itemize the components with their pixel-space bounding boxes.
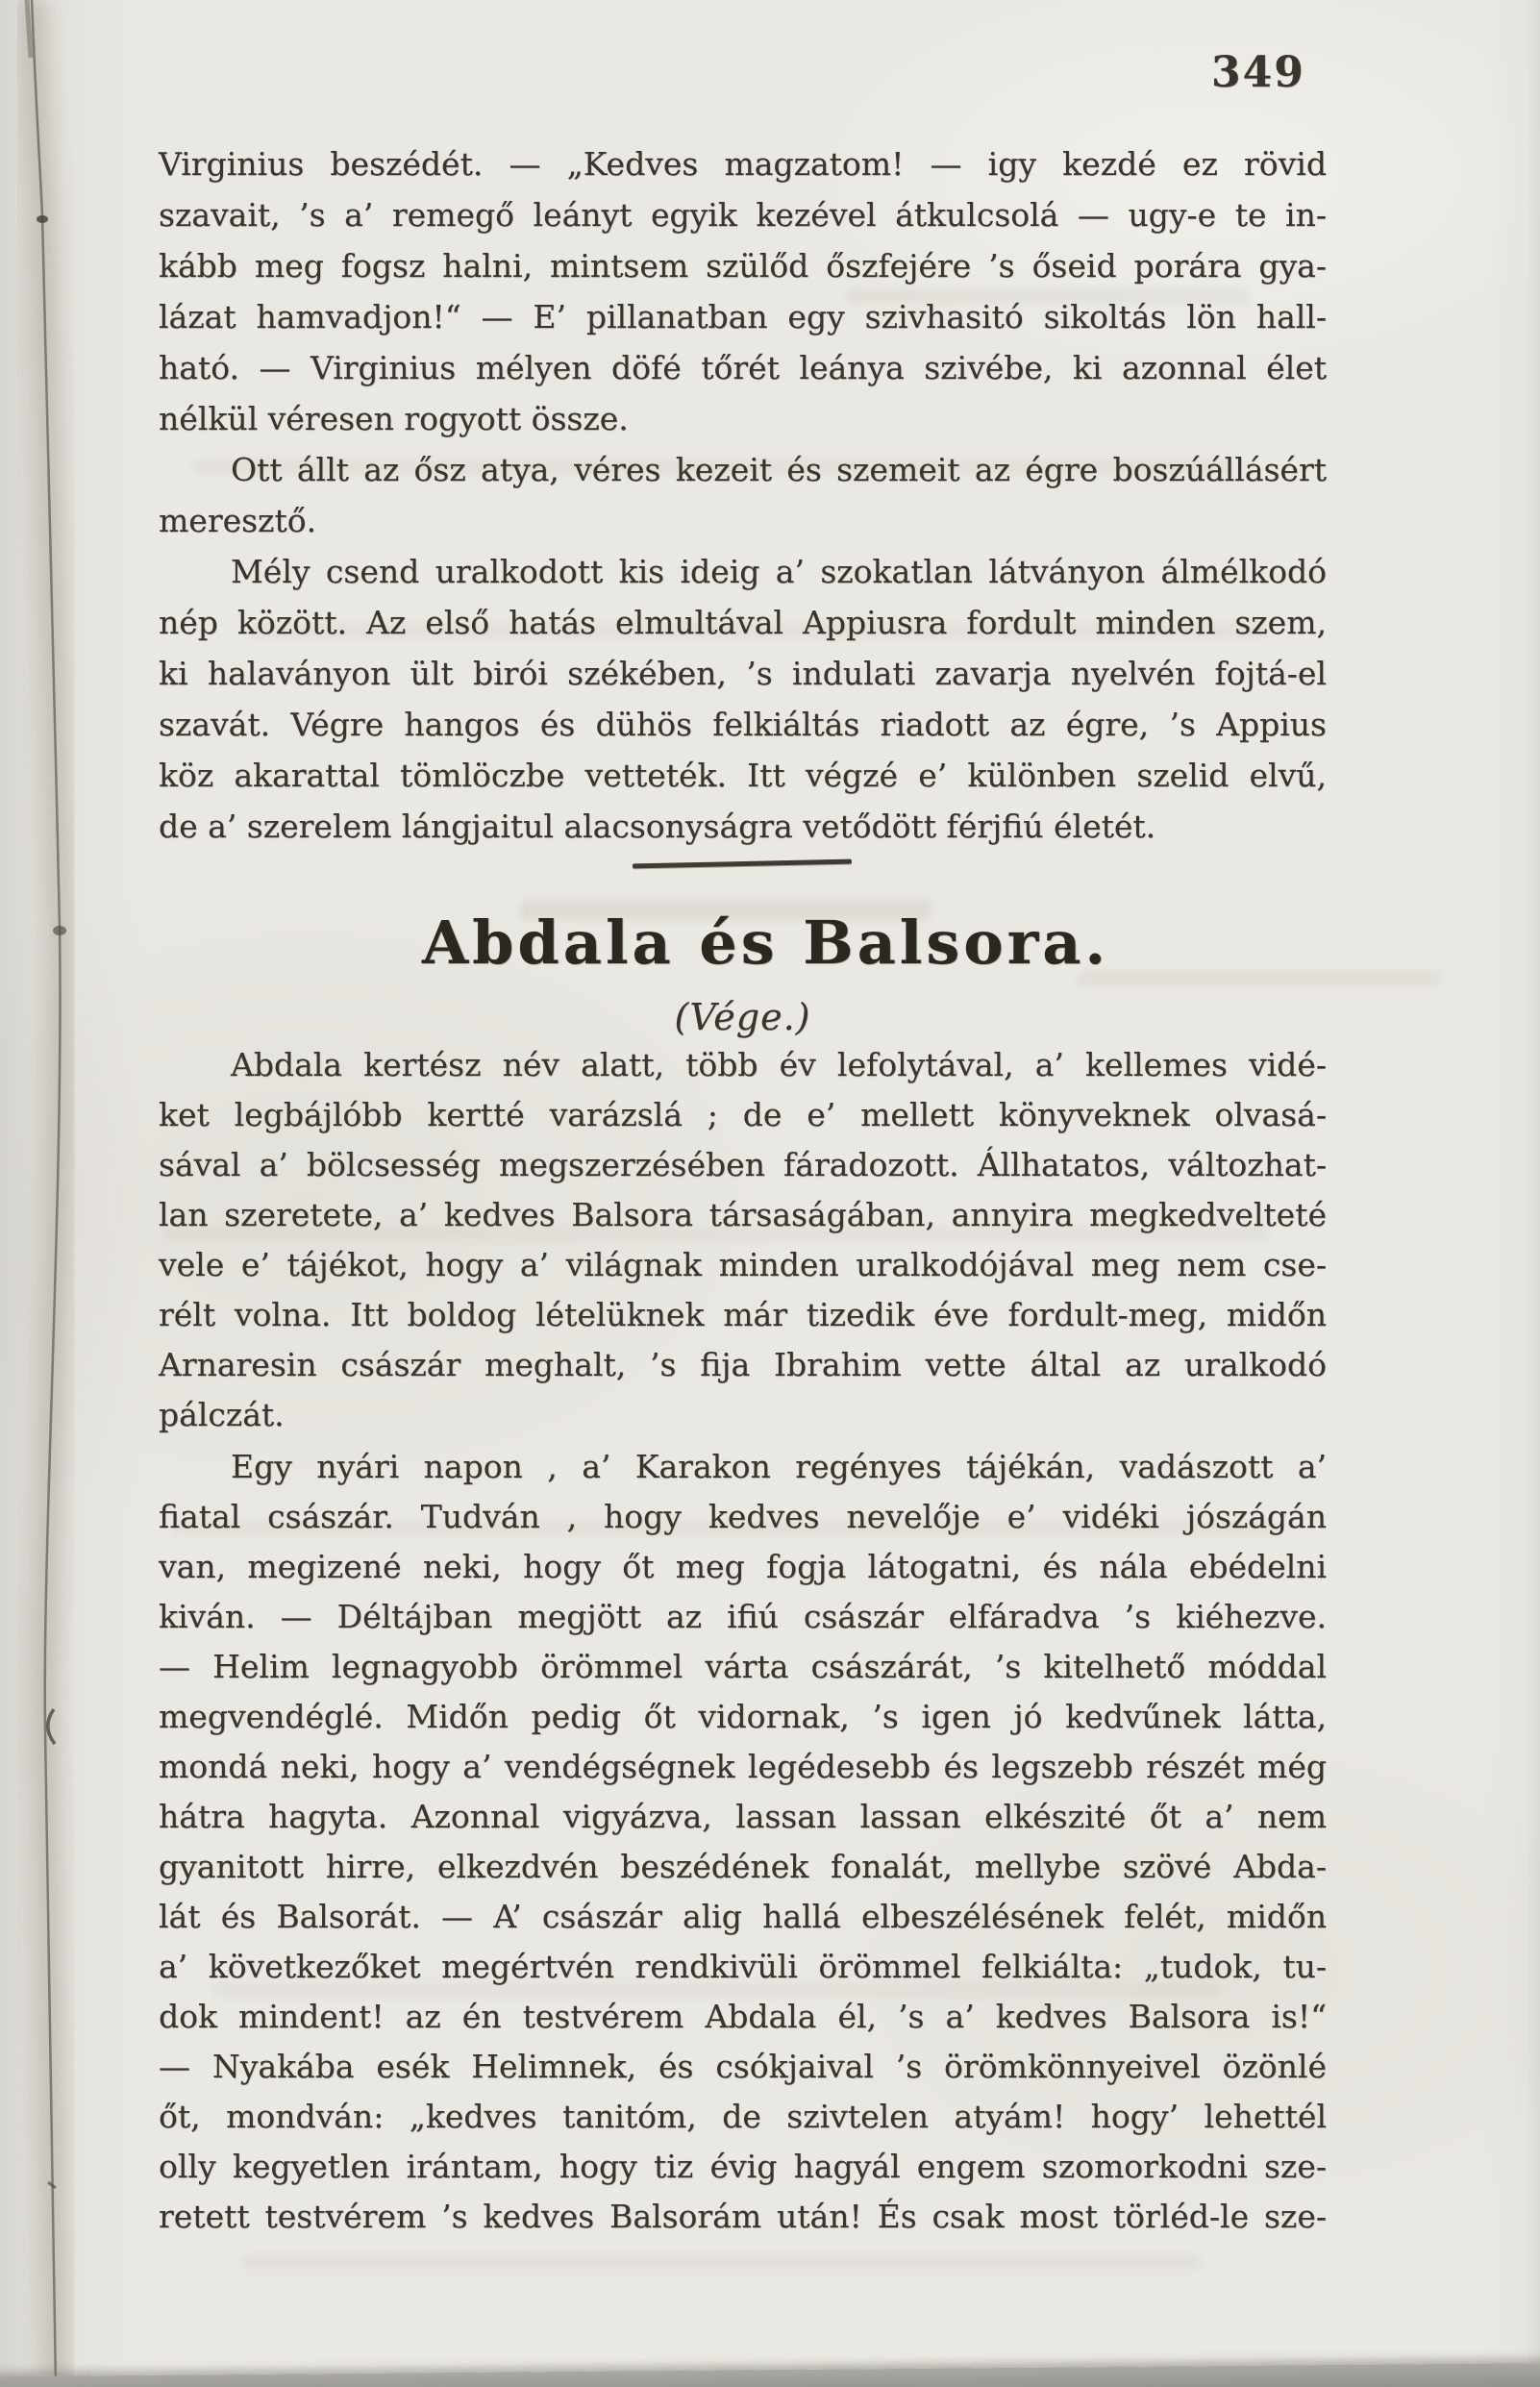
text-line: lan szeretete, a’ kedves Balsora társaságában, annyira megkedvelteté: [159, 1196, 1327, 1233]
text-line: Virginius beszédét. — „Kedves magzatom! — igy kezdé ez rövid: [159, 145, 1327, 183]
text-line: dok mindent! az én testvérem Abdala él, ’s a’ kedves Balsora is!“: [159, 1998, 1327, 2035]
text-line: van, megizené neki, hogy őt meg fogja látogatni, és nála ebédelni: [159, 1548, 1327, 1585]
text-line: szavát. Végre hangos és dühös felkiáltás riadott az égre, ’s Appius: [159, 706, 1327, 743]
text-line: mondá neki, hogy a’ vendégségnek legédesebb és legszebb részét még: [159, 1748, 1327, 1785]
paragraph-virginius-speech: [159, 138, 1327, 444]
section-divider: [633, 859, 852, 869]
text-line: olly kegyetlen irántam, hogy tiz évig hagyál engem szomorkodni sze-: [159, 2148, 1327, 2185]
bleedthrough-smudge: [240, 2254, 1202, 2270]
text-line: Arnaresin császár meghalt, ’s fija Ibrahim vette által az uralkodó: [159, 1346, 1327, 1383]
text-line: ki halaványon ült birói székében, ’s indulati zavarja nyelvén fojtá-el: [159, 655, 1327, 692]
page-number: 349: [1211, 48, 1305, 97]
text-line: hátra hagyta. Azonnal vigyázva, lassan lassan elkészité őt a’ nem: [159, 1798, 1327, 1835]
text-line: nélkül véresen rogyott össze.: [159, 400, 629, 437]
page-bottom-edge: [0, 2363, 1540, 2387]
text-line: sával a’ bölcsesség megszerzésében fáradozott. Állhatatos, változhat-: [159, 1146, 1327, 1183]
text-line: a’ következőket megértvén rendkivüli örömmel felkiálta: „tudok, tu-: [159, 1948, 1327, 1985]
text-line: kább meg fogsz halni, mintsem szülőd őszfejére ’s őseid porára gya-: [159, 247, 1327, 285]
text-line: nép között. Az első hatás elmultával Appiusra fordult minden szem,: [159, 604, 1327, 641]
text-line: retett testvérem ’s kedves Balsorám után! És csak most törléd-le sze-: [159, 2198, 1327, 2235]
text-line: Abdala kertész név alatt, több év lefolytával, a’ kellemes vidé-: [231, 1046, 1327, 1083]
text-line: megvendéglé. Midőn pedig őt vidornak, ’s igen jó kedvűnek látta,: [159, 1698, 1327, 1735]
text-line: őt, mondván: „kedves tanitóm, de szivtelen atyám! hogy’ lehettél: [159, 2098, 1327, 2135]
paragraph-summer-day: [159, 1442, 1327, 2242]
text-line: meresztő.: [159, 502, 317, 539]
section-title: Abdala és Balsora.: [421, 908, 1110, 978]
text-line: Egy nyári napon , a’ Karakon regényes tájékán, vadászott a’: [231, 1448, 1327, 1485]
section-subtitle: (Vége.): [674, 996, 811, 1038]
text-line: szavait, ’s a’ remegő leányt egyik kezével átkulcsolá — ugy-e te in-: [159, 196, 1327, 234]
text-line: köz akarattal tömlöczbe vetteték. Itt végzé e’ különben szelid elvű,: [159, 757, 1327, 794]
text-line: — Helim legnagyobb örömmel várta császárát, ’s kitelhető móddal: [159, 1648, 1327, 1685]
text-line: Ott állt az ősz atya, véres kezeit és szemeit az égre boszúállásért: [231, 451, 1327, 488]
text-line: vele e’ tájékot, hogy a’ világnak minden uralkodójával meg nem cse-: [159, 1246, 1327, 1283]
text-line: gyanitott hirre, elkezdvén beszédének fonalát, mellybe szövé Abda-: [159, 1848, 1327, 1885]
paragraph-old-father: [159, 444, 1327, 546]
text-line: — Nyakába esék Helimnek, és csókjaival ’s örömkönnyeivel özönlé: [159, 2048, 1327, 2085]
text-line: ható. — Virginius mélyen döfé tőrét leánya szivébe, ki azonnal élet: [159, 349, 1327, 386]
text-line: kiván. — Déltájban megjött az ifiú császár elfáradva ’s kiéhezve.: [159, 1598, 1327, 1635]
text-line: fiatal császár. Tudván , hogy kedves nevelője e’ vidéki jószágán: [159, 1498, 1327, 1535]
text-line: rélt volna. Itt boldog lételüknek már tizedik éve fordult-meg, midőn: [159, 1296, 1327, 1333]
text-line: de a’ szerelem lángjaitul alacsonyságra vetődött férjfiú életét.: [159, 808, 1156, 845]
paragraph-abdala-gardener: [159, 1040, 1327, 1440]
text-line: lát és Balsorát. — A’ császár alig hallá elbeszélésének felét, midőn: [159, 1898, 1327, 1935]
text-line: pálczát.: [159, 1396, 285, 1433]
text-line: lázat hamvadjon!“ — E’ pillanatban egy szivhasitó sikoltás lön hall-: [159, 298, 1327, 336]
text-line: ket legbájlóbb kertté varázslá ; de e’ mellett könyveknek olvasá-: [159, 1096, 1327, 1133]
paragraph-deep-silence: [159, 546, 1327, 852]
text-line: Mély csend uralkodott kis ideig a’ szokatlan látványon álmélkodó: [231, 553, 1327, 590]
